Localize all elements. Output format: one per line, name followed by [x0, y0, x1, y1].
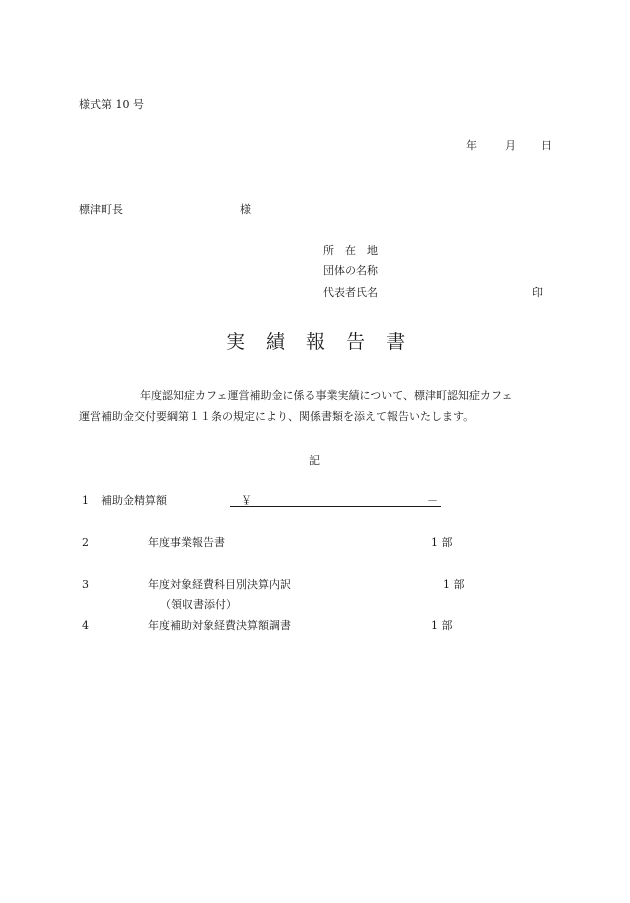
document-title [226, 333, 405, 352]
title-char: 績 [266, 331, 286, 353]
item-2-count: 1 部 [431, 536, 453, 549]
currency-symbol: ￥ [241, 494, 252, 507]
body-line-1: 年度認知症カフェ運営補助金に係る事業実績について、標津町認知症カフェ [140, 389, 513, 402]
item-4-count: 1 部 [431, 619, 453, 632]
item-3-sub-label: （領収書添付） [160, 598, 237, 611]
body-line-2: 運営補助金交付要綱第１１条の規定により、関係書類を添えて報告いたします。 [79, 410, 475, 423]
item-1-label: 補助金精算額 [101, 494, 167, 507]
ki-heading: 記 [309, 454, 320, 467]
addressee-name: 標津町長 [79, 203, 123, 216]
item-2-label: 年度事業報告書 [148, 536, 225, 549]
item-4-label: 年度補助対象経費決算額調書 [148, 619, 291, 632]
representative-label: 代表者氏名 [323, 286, 378, 299]
org-name-label: 団体の名称 [323, 264, 378, 277]
title-char: 書 [386, 331, 406, 353]
title-char: 実 [226, 331, 246, 353]
addressee-honorific: 様 [240, 203, 251, 216]
seal-mark: 印 [532, 286, 543, 299]
amount-underline [230, 494, 441, 507]
item-3-count: 1 部 [443, 578, 465, 591]
item-3-label: 年度対象経費科目別決算内訳 [148, 578, 291, 591]
date-month: 月 [505, 139, 516, 152]
item-2-number: 2 [82, 536, 89, 549]
date-year: 年 [466, 139, 477, 152]
item-3-number: 3 [82, 578, 89, 591]
title-char: 告 [346, 331, 366, 353]
title-char: 報 [306, 331, 326, 353]
amount-suffix: － [427, 494, 438, 507]
address-label: 所 在 地 [323, 244, 378, 257]
item-4-number: 4 [82, 619, 89, 632]
date-day: 日 [541, 139, 552, 152]
form-number: 様式第 10 号 [79, 98, 144, 111]
item-1-number: 1 [82, 494, 89, 507]
